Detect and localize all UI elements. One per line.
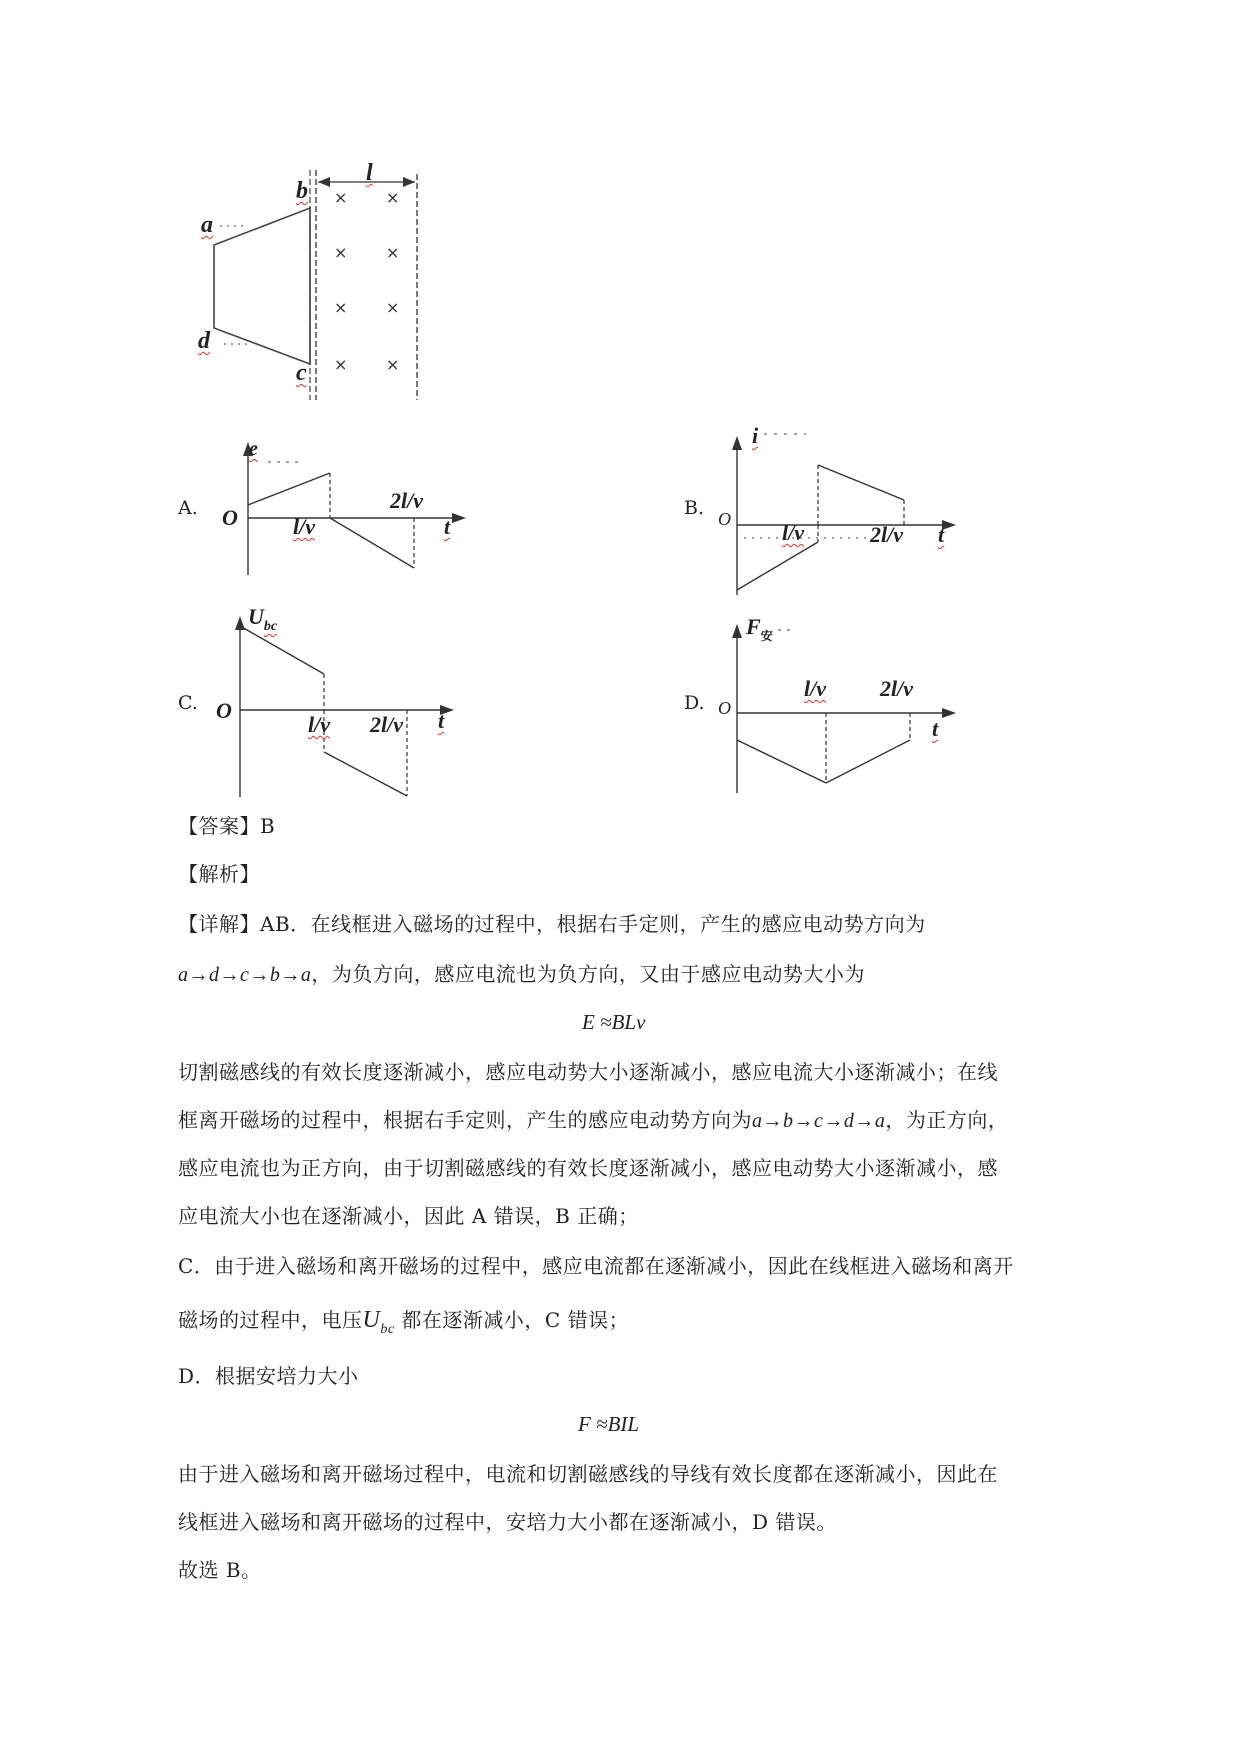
curve-enter xyxy=(248,473,330,505)
option-c-tick-2l-over-v: 2l/v xyxy=(370,712,403,737)
curve-leave xyxy=(330,518,414,568)
field-cross: × xyxy=(386,188,400,207)
option-b-tick-l-over-v: l/v xyxy=(782,520,804,545)
detail-line-5: 感应电流也为正方向，由于切割磁感线的有效长度逐渐减小，感应电动势大小逐渐减小，感 xyxy=(178,1156,998,1180)
field-cross: × xyxy=(386,298,400,317)
vertex-label-c: c xyxy=(296,360,307,386)
vertex-label-a: a xyxy=(201,212,213,238)
field-cross: × xyxy=(386,243,400,262)
detail-line-8: 磁场的过程中，电压$U_{bc}$ 都在逐渐减小，C 错误； xyxy=(178,1307,630,1337)
option-a-graph xyxy=(238,440,468,580)
curve-leave xyxy=(818,465,904,500)
option-c-x-axis-label: t xyxy=(438,708,445,733)
option-d-graph xyxy=(724,618,964,798)
detail-prefix: 【详解】 xyxy=(178,912,260,936)
option-b-origin: O xyxy=(718,509,731,529)
field-cross: × xyxy=(334,188,348,207)
option-c-origin: O xyxy=(216,698,232,723)
equation-ampere-force: F ≈BIL xyxy=(578,1412,640,1436)
option-d-x-axis-label: t xyxy=(932,716,939,741)
option-a-tick-2l-over-v: 2l/v xyxy=(390,488,423,513)
conclusion-line: 故选 B。 xyxy=(178,1558,262,1582)
field-cross: × xyxy=(334,355,348,374)
detail-line-9: D．根据安培力大小 xyxy=(178,1364,359,1388)
option-d-tick-2l-over-v: 2l/v xyxy=(880,676,913,701)
field-cross: × xyxy=(334,243,348,262)
option-a-origin: O xyxy=(222,505,238,530)
curve-leave xyxy=(826,740,910,783)
analysis-heading: 【解析】 xyxy=(178,862,260,886)
vertex-label-d: d xyxy=(198,328,210,354)
detail-line-7: C．由于进入磁场和离开磁场的过程中，感应电流都在逐渐减小，因此在线框进入磁场和离开 xyxy=(178,1254,1014,1278)
curve-leave xyxy=(324,752,407,796)
option-a-y-axis-label: e xyxy=(249,438,258,460)
option-d-tick-l-over-v: l/v xyxy=(804,676,826,701)
answer-value: B xyxy=(260,814,276,838)
detail-line-10: 由于进入磁场和离开磁场过程中，电流和切割磁感线的导线有效长度都在逐渐减小，因此在 xyxy=(178,1462,998,1486)
detail-line-1: 【详解】AB．在线框进入磁场的过程中，根据右手定则，产生的感应电动势方向为 xyxy=(178,912,926,936)
option-a-x-axis-label: t xyxy=(444,514,451,539)
option-c-tick-l-over-v: l/v xyxy=(308,712,330,737)
direction-sequence-enter: a→d→c→b→a xyxy=(178,964,312,986)
option-a-letter: A. xyxy=(178,497,198,519)
direction-sequence-leave: a→b→c→d→a xyxy=(752,1110,886,1132)
field-cross: × xyxy=(386,355,400,374)
magnetic-field-crosses xyxy=(334,188,399,374)
detail-line-11: 线框进入磁场和离开磁场的过程中，安培力大小都在逐渐减小，D 错误。 xyxy=(178,1510,837,1534)
option-d-y-axis-subscript: 安 xyxy=(760,629,773,643)
equation-emf: E ≈BLv xyxy=(582,1010,646,1034)
option-b-letter: B. xyxy=(684,497,705,519)
loop-field-figure xyxy=(190,160,450,410)
detail-line-6: 应电流大小也在逐渐减小，因此 A 错误，B 正确； xyxy=(178,1204,639,1228)
curve-enter xyxy=(737,542,818,590)
option-d-y-axis-symbol: F xyxy=(746,614,761,639)
option-d-letter: D. xyxy=(684,692,705,714)
option-b-tick-2l-over-v: 2l/v xyxy=(870,522,903,547)
detail-line-4: 框离开磁场的过程中，根据右手定则，产生的感应电动势方向为a→b→c→d→a，为正方向， xyxy=(178,1108,1009,1132)
option-a-tick-l-over-v: l/v xyxy=(293,514,315,539)
option-c-y-axis-symbol: U xyxy=(248,604,264,629)
trapezoid-loop xyxy=(214,208,310,364)
answer-line xyxy=(178,812,275,840)
option-d-y-axis-label xyxy=(746,614,773,644)
width-label-l: l xyxy=(366,160,373,186)
curve-enter xyxy=(737,740,826,783)
answer-prefix: 【答案】 xyxy=(178,814,260,838)
option-b-y-axis-label: i xyxy=(752,423,759,448)
option-c-letter: C. xyxy=(178,692,198,714)
detail-line-3: 切割磁感线的有效长度逐渐减小，感应电动势大小逐渐减小，感应电流大小逐渐减小；在线 xyxy=(178,1060,998,1084)
detail-line-2: a→d→c→b→a，为负方向，感应电流也为负方向，又由于感应电动势大小为 xyxy=(178,962,865,986)
option-c-y-axis-subscript: bc xyxy=(263,619,278,634)
voltage-symbol: U xyxy=(362,1307,381,1333)
option-b-x-axis-label: t xyxy=(938,522,945,547)
option-d-origin: O xyxy=(718,698,731,718)
voltage-subscript: bc xyxy=(380,1322,395,1337)
vertex-label-b: b xyxy=(296,178,308,204)
field-cross: × xyxy=(334,298,348,317)
option-c-y-axis-label xyxy=(248,604,277,635)
option-b-graph xyxy=(724,430,964,600)
option-c-graph xyxy=(230,612,460,802)
